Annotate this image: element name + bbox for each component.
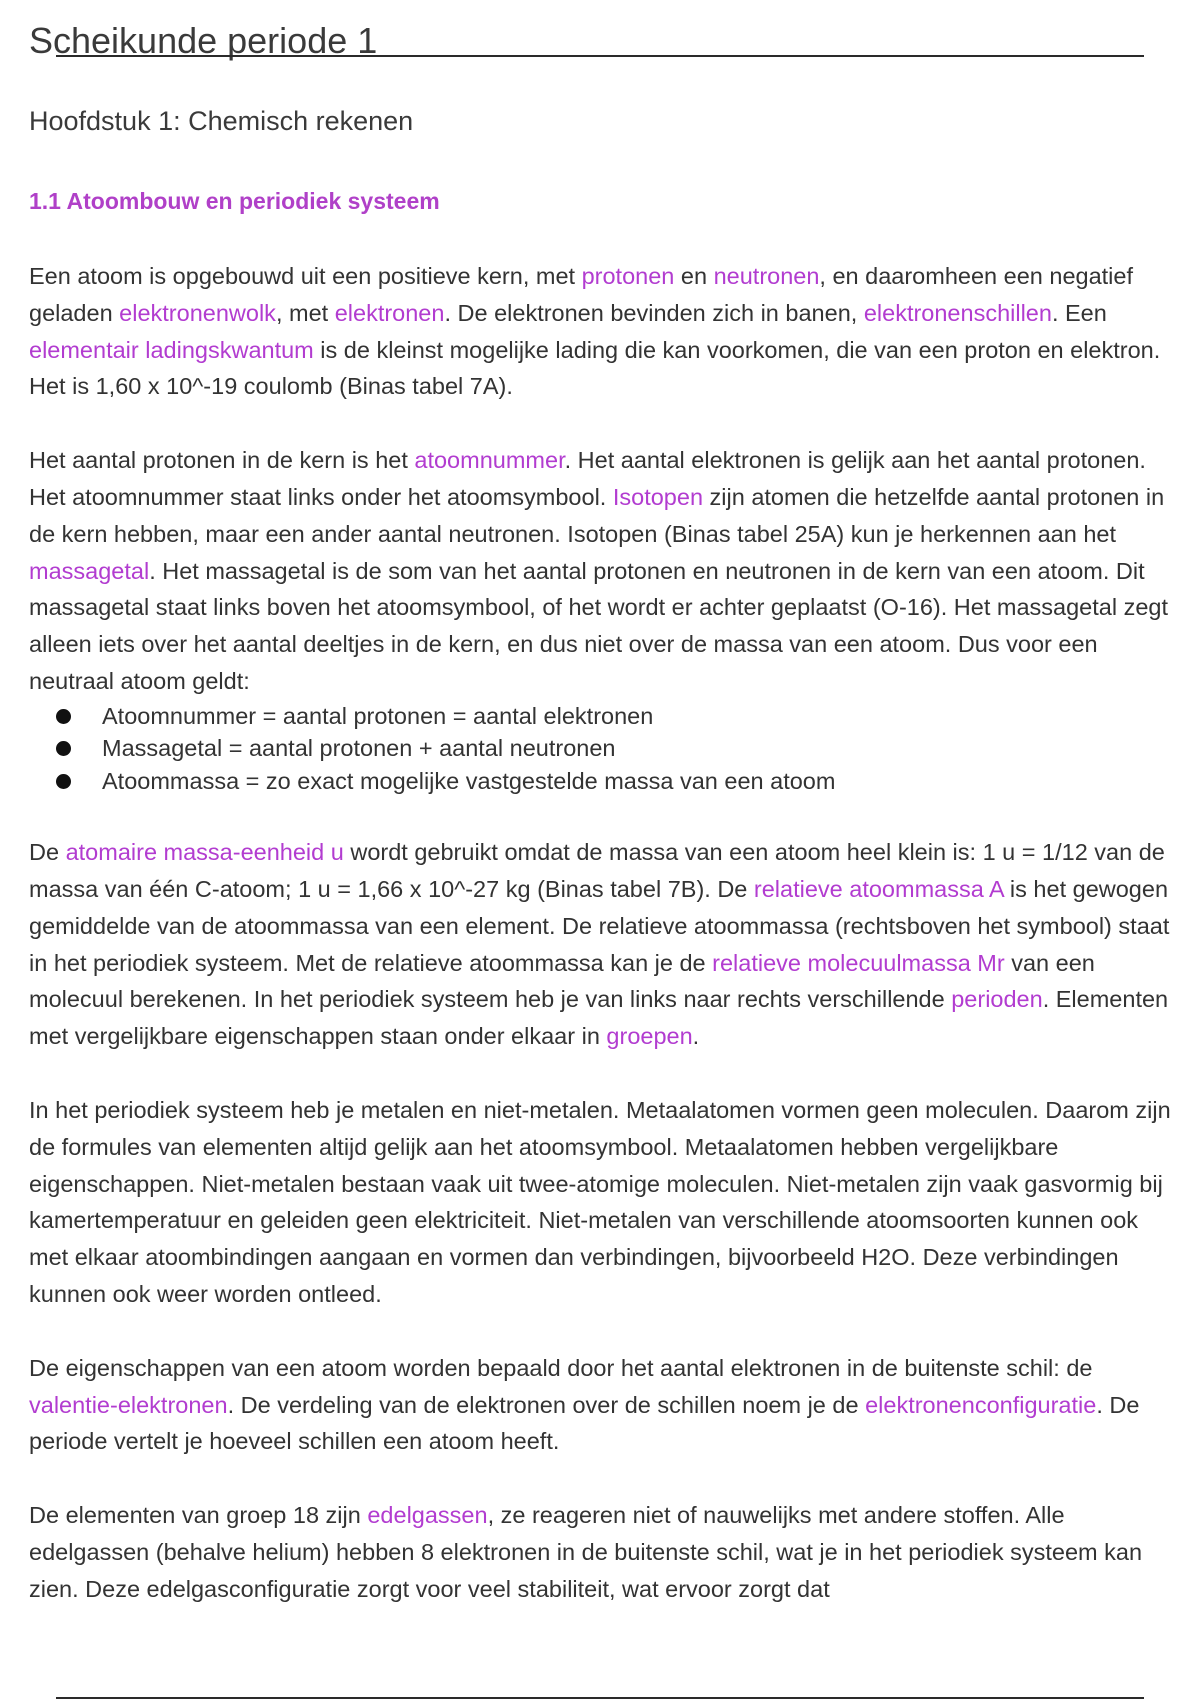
- bullet-list: [29, 700, 1179, 798]
- list-item-text: Massagetal = aantal protonen + aantal neutronen: [102, 735, 616, 762]
- term-groepen: groepen: [606, 1023, 693, 1050]
- list-item-text: Atoomnummer = aantal protonen = aantal elektronen: [102, 702, 654, 729]
- text: zijn atomen die hetzelfde aantal protonen in de kern hebben, maar een ander aantal neutronen. Isotopen (Binas tabel 25A) kun je herkennen aan het: [29, 483, 1165, 547]
- chapter-heading: Hoofdstuk 1: Chemisch rekenen: [29, 106, 414, 136]
- list-item: [29, 732, 1179, 765]
- text: en: [674, 263, 714, 289]
- term-perioden: perioden: [951, 986, 1043, 1013]
- paragraph-metalen: [29, 1092, 1179, 1313]
- page-title: Scheikunde periode 1: [29, 20, 378, 61]
- term-elektronenwolk: elektronenwolk: [119, 299, 276, 326]
- term-atoomnummer: atoomnummer: [414, 447, 565, 474]
- text: . Een: [1051, 299, 1107, 326]
- term-ladingskwantum: elementair ladingskwantum: [29, 336, 314, 363]
- text: , met: [275, 299, 335, 326]
- text: De: [29, 839, 66, 866]
- text: is de kleinst mogelijke lading die kan voorkomen, die van een proton en elektron. Het is 1,60 x 10^-19 coulomb (Binas tabel 7A).: [29, 336, 1161, 400]
- text: . De elektronen bevinden zich in banen,: [444, 299, 864, 326]
- text: . Elementen met vergelijkbare eigenschappen staan onder elkaar in: [29, 986, 1169, 1050]
- term-massagetal: massagetal: [29, 557, 150, 584]
- term-protonen: protonen: [581, 263, 675, 289]
- text: wordt gebruikt omdat de massa van een atoom heel klein is: 1 u = 1/12 van de massa van één C-atoom; 1 u = 1,66 x 10^-27 kg (Binas tabel 7B). De: [29, 839, 1165, 903]
- term-elektronenschillen: elektronenschillen: [863, 299, 1052, 326]
- text: . De verdeling van de elektronen over de schillen noem je de: [227, 1391, 866, 1418]
- term-elektronen: elektronen: [334, 299, 445, 326]
- paragraph-massa-eenheid: [29, 834, 1179, 1055]
- term-elektronenconfiguratie: elektronenconfiguratie: [865, 1391, 1097, 1418]
- term-relatieve-atoommassa: relatieve atoommassa A: [753, 876, 1004, 903]
- paragraph-edelgassen: [29, 1497, 1179, 1607]
- text: , en daaromheen een negatief geladen: [29, 263, 1133, 326]
- text: De eigenschappen van een atoom worden bepaald door het aantal elektronen in de buitenste schil: de: [29, 1354, 1093, 1381]
- paragraph-valentie: [29, 1350, 1179, 1460]
- document-body: [29, 258, 1179, 1645]
- text: , ze reageren niet of nauwelijks met andere stoffen. Alle edelgassen (behalve helium) hebben 8 elektronen in de buitenste schil, wat je in het periodiek systeem kan zien. Deze edelgasconfiguratie zorgt voor veel stabiliteit, wat ervoor zorgt dat: [29, 1502, 1143, 1602]
- text: Een atoom is opgebouwd uit een positieve kern, met: [29, 263, 582, 289]
- term-neutronen: neutronen: [713, 263, 820, 289]
- text: .: [692, 1023, 700, 1050]
- term-edelgassen: edelgassen: [367, 1502, 488, 1529]
- text: . De periode vertelt je hoeveel schillen een atoom heeft.: [29, 1391, 1140, 1455]
- page-bottom-rule: [56, 1697, 1144, 1699]
- term-isotopen: Isotopen: [612, 483, 704, 510]
- text: is het gewogen gemiddelde van de atoommassa van een element. De relatieve atoommassa (rechtsboven het symbool) staat in het periodiek systeem. Met de relatieve atoommassa kan je de: [29, 876, 1170, 976]
- section-heading: 1.1 Atoombouw en periodiek systeem: [29, 188, 440, 214]
- bullet-icon: [56, 774, 71, 789]
- text: van een molecuul berekenen. In het periodiek systeem heb je van links naar rechts verschillende: [29, 949, 1095, 1013]
- text: In het periodiek systeem heb je metalen en niet-metalen. Metaalatomen vormen geen moleculen. Daarom zijn de formules van elementen altijd gelijk aan het atoomsymbool. Metaalatomen hebben vergelijkbare eigenschappen. Niet-metalen bestaan vaak uit twee-atomige moleculen. Niet-metalen zijn vaak gasvormig bij kamertemperatuur en geleiden geen elektriciteit. Niet-metalen van verschillende atoomsoorten kunnen ook met elkaar atoombindingen aangaan en vormen dan verbindingen, bijvoorbeeld H2O. Deze verbindingen kunnen ook weer worden ontleed.: [29, 1097, 1171, 1308]
- bullet-icon: [56, 709, 71, 724]
- text: . Het massagetal is de som van het aantal protonen en neutronen in de kern van een atoom. Dit massagetal staat links boven het atoomsymbool, of het wordt er achter geplaatst (O-16). Het massagetal zegt alleen iets over het aantal deeltjes in de kern, en dus niet over de massa van een atoom. Dus voor een neutraal atoom geldt:: [29, 557, 1169, 694]
- term-atomaire-massa-eenheid: atomaire massa-eenheid u: [65, 839, 344, 866]
- text: . Het aantal elektronen is gelijk aan het aantal protonen. Het atoomnummer staat links onder het atoomsymbool.: [29, 447, 1146, 510]
- text: De elementen van groep 18 zijn: [29, 1502, 368, 1529]
- term-relatieve-molecuulmassa: relatieve molecuulmassa Mr: [712, 949, 1005, 976]
- list-item: [29, 765, 1179, 798]
- title-underline: [56, 55, 1144, 57]
- text: Het aantal protonen in de kern is het: [29, 447, 415, 474]
- list-item: [29, 700, 1179, 733]
- paragraph-atoombouw: [29, 258, 1179, 405]
- paragraph-atoomnummer: [29, 442, 1179, 700]
- bullet-icon: [56, 741, 71, 756]
- list-item-text: Atoommassa = zo exact mogelijke vastgestelde massa van een atoom: [102, 767, 836, 794]
- term-valentie-elektronen: valentie-elektronen: [29, 1391, 228, 1418]
